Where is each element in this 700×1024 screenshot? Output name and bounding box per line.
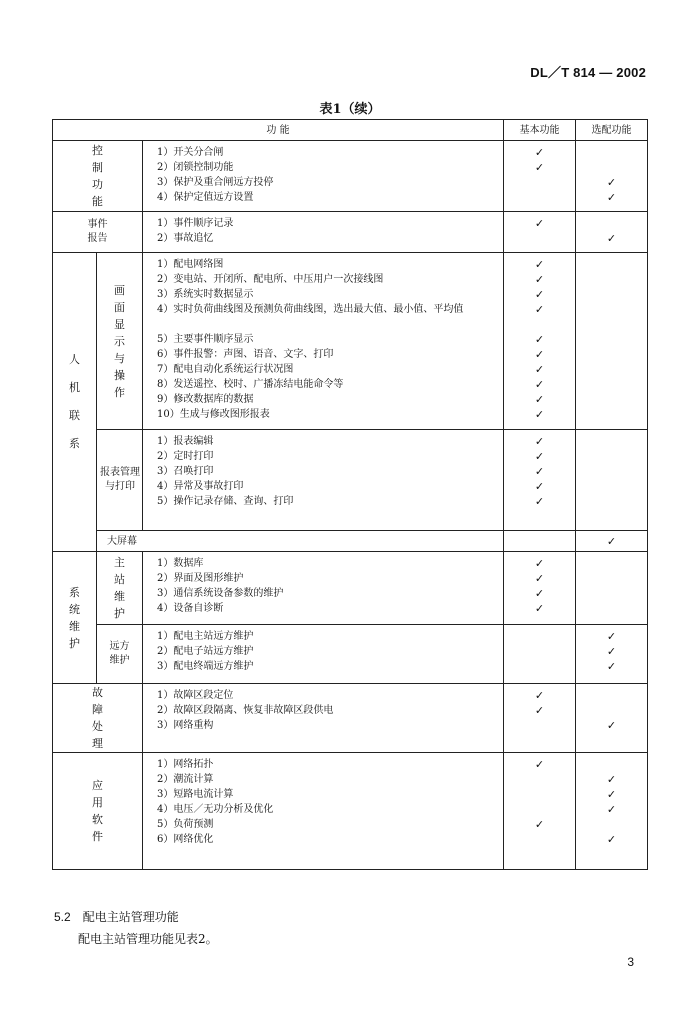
check-mark: ✓ [534,587,545,600]
bigscreen-label: 大屏幕 [97,531,504,552]
remote-label: 远方维护 [109,641,130,666]
list-item: 2）故障区段隔离、恢复非故障区段供电 [157,705,334,716]
screen-label: 画面显示与操作 [114,283,125,399]
hmi-report-row [53,430,648,531]
check-mark: ✓ [534,495,545,508]
check-mark: ✓ [534,146,545,159]
check-mark: ✓ [534,758,545,771]
list-item: 3）系统实时数据显示 [157,289,254,300]
event-optional-marks [576,212,648,253]
list-item: 6）事件报警：声图、语音、文字、打印 [157,349,334,360]
list-item: 9）修改数据库的数据 [157,394,254,405]
event-basic-marks [504,212,576,253]
fault-optional-marks [576,684,648,753]
list-item: 4）设备自诊断 [157,603,224,614]
header-basic: 基本功能 [504,120,576,141]
control-basic-marks [504,141,576,212]
list-item: 5）操作记录存储、查询、打印 [157,496,294,507]
check-mark: ✓ [606,833,617,846]
report-label: 报表管理与打印 [100,467,140,492]
list-item: 5）负荷预测 [157,819,214,830]
check-mark: ✓ [534,450,545,463]
list-item: 3）网络重构 [157,720,214,731]
list-item: 4）异常及事故打印 [157,481,244,492]
section-title: 配电主站管理功能 [82,910,179,924]
check-mark: ✓ [534,689,545,702]
bigscreen-optional-mark [576,531,648,552]
list-item: 3）通信系统设备参数的维护 [157,588,284,599]
list-item: 6）网络优化 [157,834,214,845]
document-id: DL／T 814 — 2002 [530,65,646,80]
master-optional-marks [576,552,648,625]
check-mark: ✓ [534,217,545,230]
check-mark: ✓ [606,176,617,189]
check-mark: ✓ [534,572,545,585]
check-mark: ✓ [534,378,545,391]
event-row [53,212,648,253]
fault-basic-marks [504,684,576,753]
list-item: 4）实时负荷曲线图及预测负荷曲线图，选出最大值、最小值、平均值 [157,304,464,315]
check-mark: ✓ [606,803,617,816]
bigscreen-basic-mark [504,531,576,552]
fault-items [143,684,504,753]
list-item: 2）潮流计算 [157,774,214,785]
check-mark: ✓ [534,303,545,316]
list-item: 1）报表编辑 [157,436,214,447]
check-mark: ✓ [606,630,617,643]
master-label: 主站维护 [114,556,125,620]
hmi-screen-row [53,253,648,430]
check-mark: ✓ [606,534,617,548]
list-item: 1）网络拓扑 [157,759,214,770]
section-number: 5.2 [54,910,71,924]
check-mark: ✓ [606,660,617,673]
list-item: 3）配电终端远方维护 [157,661,254,672]
check-mark: ✓ [534,393,545,406]
check-mark: ✓ [606,719,617,732]
check-mark: ✓ [534,363,545,376]
section-text: 配电主站管理功能见表2。 [78,932,218,946]
list-item: 2）定时打印 [157,451,214,462]
list-item: 7）配电自动化系统运行状况图 [157,364,294,375]
master-basic-marks [504,552,576,625]
check-mark: ✓ [534,348,545,361]
screen-optional-marks [576,253,648,430]
hmi-label: 人机联系 [69,353,80,450]
list-item: 5）主要事件顺序显示 [157,334,254,345]
remote-basic-marks [504,625,576,684]
check-mark: ✓ [534,557,545,570]
hmi-bigscreen-row [53,531,648,552]
app-items [143,753,504,870]
section-heading [54,908,179,925]
check-mark: ✓ [606,191,617,204]
table-header-row [53,120,648,141]
event-items [143,212,504,253]
check-mark: ✓ [534,161,545,174]
maint-label: 系统维护 [69,585,80,650]
app-row [53,753,648,870]
header-optional: 选配功能 [576,120,648,141]
control-items [143,141,504,212]
list-item: 4）保护定值远方设置 [157,192,254,203]
list-item: 4）电压／无功分析及优化 [157,804,274,815]
control-row [53,141,648,212]
list-item: 1）配电网络图 [157,259,224,270]
maint-master-row [53,552,648,625]
table-caption: 表1（续） [319,102,381,117]
control-optional-marks [576,141,648,212]
app-basic-marks [504,753,576,870]
check-mark: ✓ [606,788,617,801]
check-mark: ✓ [606,232,617,245]
list-item: 1）开关分合闸 [157,147,224,158]
screen-basic-marks [504,253,576,430]
list-item: 2）界面及图形维护 [157,573,244,584]
report-optional-marks [576,430,648,531]
list-item: 8）发送遥控、校时、广播冻结电能命令等 [157,379,344,390]
fault-label: 故障处理 [92,686,103,750]
app-optional-marks [576,753,648,870]
check-mark: ✓ [534,333,545,346]
check-mark: ✓ [534,288,545,301]
check-mark: ✓ [534,273,545,286]
screen-items [143,253,504,430]
page-number: 3 [627,955,634,969]
header-function: 功 能 [53,120,504,141]
remote-optional-marks [576,625,648,684]
check-mark: ✓ [534,602,545,615]
list-item: 1）故障区段定位 [157,690,234,701]
list-item: 1）事件顺序记录 [157,218,234,229]
check-mark: ✓ [606,645,617,658]
check-mark: ✓ [606,773,617,786]
list-item: 2）闭锁控制功能 [157,162,234,173]
event-label: 事件报告 [87,219,108,244]
master-items [143,552,504,625]
check-mark: ✓ [534,818,545,831]
list-item: 2）事故追忆 [157,233,214,244]
fault-row [53,684,648,753]
control-label: 控制功能 [92,144,103,208]
report-basic-marks [504,430,576,531]
list-item: 3）保护及重合闸远方投停 [157,177,274,188]
check-mark: ✓ [534,465,545,478]
report-items [143,430,504,531]
remote-items [143,625,504,684]
list-item: 3）召唤打印 [157,466,214,477]
maint-remote-row [53,625,648,684]
check-mark: ✓ [534,258,545,271]
check-mark: ✓ [534,480,545,493]
list-item: 2）配电子站远方维护 [157,646,254,657]
list-item: 10）生成与修改图形报表 [157,409,270,420]
app-label: 应用软件 [92,779,103,843]
list-item: 3）短路电流计算 [157,789,234,800]
list-item: 2）变电站、开闭所、配电所、中压用户一次接线图 [157,274,384,285]
check-mark: ✓ [534,435,545,448]
check-mark: ✓ [534,408,545,421]
check-mark: ✓ [534,704,545,717]
list-item: 1）配电主站远方维护 [157,631,254,642]
list-item: 1）数据库 [157,558,204,569]
functions-table [52,119,648,870]
